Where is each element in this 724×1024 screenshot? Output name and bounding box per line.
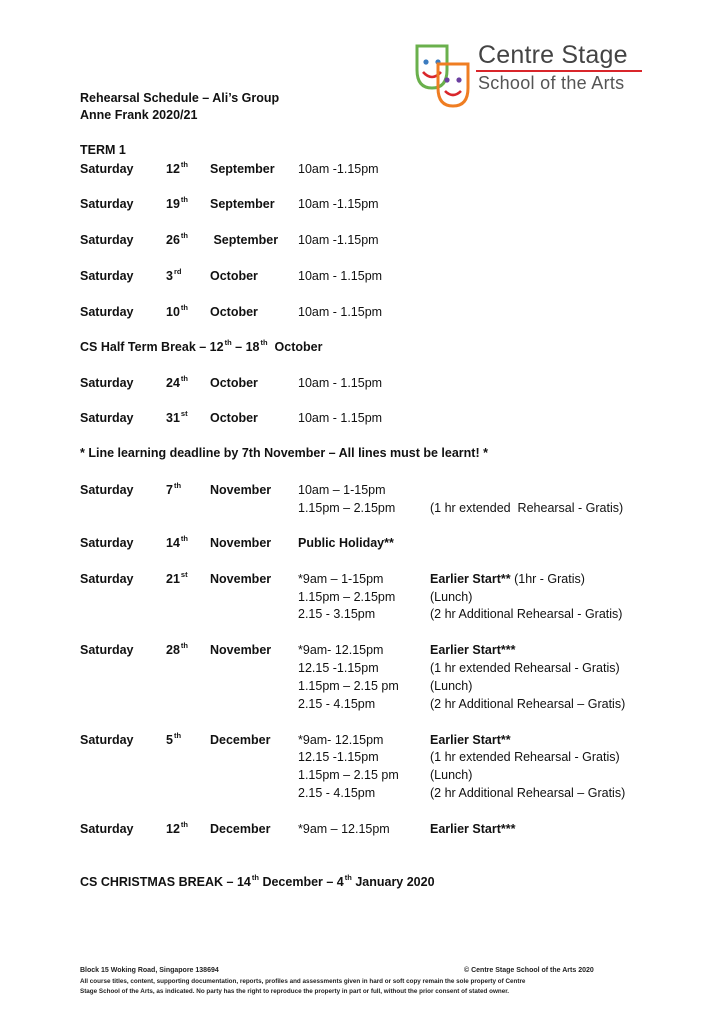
christmas-break: CS CHRISTMAS BREAK – 14th December – 4th January 2020 bbox=[80, 873, 435, 889]
public-holiday-label: Public Holiday** bbox=[298, 536, 394, 550]
session-note: Earlier Start*** bbox=[430, 822, 516, 836]
session-note: Earlier Start*** bbox=[430, 643, 516, 657]
day-label: Saturday bbox=[80, 411, 134, 425]
footer-disclaimer-line1: All course titles, content, supporting documentation, reports, profiles and assessments given in hard or soft copy remain the sole property of Centre bbox=[80, 978, 526, 985]
date-number: 31st bbox=[166, 409, 188, 425]
session-note: Earlier Start** (1hr - Gratis) bbox=[430, 572, 585, 586]
month-label: November bbox=[210, 572, 272, 586]
theatre-masks-icon bbox=[414, 40, 474, 110]
date-number: 7th bbox=[166, 481, 182, 497]
session-note: (1 hr extended Rehearsal - Gratis) bbox=[430, 661, 620, 675]
time-slot: 12.15 -1.15pm bbox=[298, 661, 379, 675]
date-number: 28th bbox=[166, 641, 188, 657]
day-label: Saturday bbox=[80, 572, 134, 586]
logo bbox=[414, 40, 646, 112]
time-slot: 10am - 1.15pm bbox=[298, 305, 383, 319]
day-label: Saturday bbox=[80, 197, 134, 211]
month-label: October bbox=[210, 411, 258, 425]
schedule-title: Rehearsal Schedule – Ali’s Group bbox=[80, 91, 280, 105]
production-title: Anne Frank 2020/21 bbox=[80, 108, 198, 122]
day-label: Saturday bbox=[80, 822, 134, 836]
time-slot: 1.15pm – 2.15 pm bbox=[298, 768, 399, 782]
line-learning-deadline: * Line learning deadline by 7th November – All lines must be learnt! * bbox=[80, 446, 488, 460]
month-label: November bbox=[210, 536, 272, 550]
time-slot: 10am -1.15pm bbox=[298, 233, 379, 247]
month-label: November bbox=[210, 643, 272, 657]
logo-divider bbox=[476, 70, 642, 72]
time-slot: 2.15 - 4.15pm bbox=[298, 786, 376, 800]
day-label: Saturday bbox=[80, 733, 134, 747]
footer-address: Block 15 Woking Road, Singapore 138694 bbox=[80, 967, 219, 974]
date-number: 5th bbox=[166, 731, 182, 747]
date-number: 21st bbox=[166, 570, 188, 586]
session-note: (1 hr extended Rehearsal - Gratis) bbox=[430, 750, 620, 764]
time-slot: 10am – 1-15pm bbox=[298, 483, 386, 497]
time-slot: 2.15 - 3.15pm bbox=[298, 607, 376, 621]
session-note: (2 hr Additional Rehearsal - Gratis) bbox=[430, 607, 623, 621]
month-label: December bbox=[210, 822, 271, 836]
day-label: Saturday bbox=[80, 305, 134, 319]
day-label: Saturday bbox=[80, 376, 134, 390]
date-number: 14th bbox=[166, 534, 188, 550]
session-note: (Lunch) bbox=[430, 768, 473, 782]
day-label: Saturday bbox=[80, 643, 134, 657]
time-slot: 10am - 1.15pm bbox=[298, 376, 383, 390]
date-number: 3rd bbox=[166, 267, 182, 283]
term-heading: TERM 1 bbox=[80, 143, 126, 157]
day-label: Saturday bbox=[80, 233, 134, 247]
date-number: 10th bbox=[166, 303, 188, 319]
footer-disclaimer-line2: Stage School of the Arts, as indicated. No party has the right to reproduce the property in part or full, without the prior consent of stated owner. bbox=[80, 988, 510, 995]
day-label: Saturday bbox=[80, 269, 134, 283]
time-slot: 10am -1.15pm bbox=[298, 162, 379, 176]
logo-subtitle: School of the Arts bbox=[478, 73, 625, 93]
time-slot: 2.15 - 4.15pm bbox=[298, 697, 376, 711]
time-slot: 1.15pm – 2.15pm bbox=[298, 501, 396, 515]
session-note: (Lunch) bbox=[430, 590, 473, 604]
time-slot: 1.15pm – 2.15 pm bbox=[298, 679, 399, 693]
time-slot: *9am – 12.15pm bbox=[298, 822, 390, 836]
time-slot: 12.15 -1.15pm bbox=[298, 750, 379, 764]
time-slot: 1.15pm – 2.15pm bbox=[298, 590, 396, 604]
date-number: 24th bbox=[166, 374, 188, 390]
month-label: September bbox=[210, 233, 279, 247]
date-number: 12th bbox=[166, 820, 188, 836]
month-label: September bbox=[210, 197, 275, 211]
time-slot: 10am -1.15pm bbox=[298, 197, 379, 211]
date-number: 12th bbox=[166, 160, 188, 176]
day-label: Saturday bbox=[80, 483, 134, 497]
half-term-break: CS Half Term Break – 12th – 18th October bbox=[80, 338, 323, 354]
month-label: October bbox=[210, 269, 258, 283]
month-label: October bbox=[210, 305, 258, 319]
month-label: September bbox=[210, 162, 275, 176]
day-label: Saturday bbox=[80, 162, 134, 176]
session-note: (1 hr extended Rehearsal - Gratis) bbox=[430, 501, 624, 515]
date-number: 19th bbox=[166, 195, 188, 211]
month-label: November bbox=[210, 483, 272, 497]
date-number: 26th bbox=[166, 231, 188, 247]
session-note: (2 hr Additional Rehearsal – Gratis) bbox=[430, 697, 626, 711]
time-slot: *9am- 12.15pm bbox=[298, 643, 384, 657]
footer-copyright: © Centre Stage School of the Arts 2020 bbox=[464, 967, 594, 974]
month-label: October bbox=[210, 376, 258, 390]
time-slot: *9am – 1-15pm bbox=[298, 572, 384, 586]
time-slot: 10am - 1.15pm bbox=[298, 411, 383, 425]
time-slot: 10am - 1.15pm bbox=[298, 269, 383, 283]
time-slot: *9am- 12.15pm bbox=[298, 733, 384, 747]
session-note: (Lunch) bbox=[430, 679, 473, 693]
session-note: Earlier Start** bbox=[430, 733, 511, 747]
session-note: (2 hr Additional Rehearsal – Gratis) bbox=[430, 786, 626, 800]
logo-title: Centre Stage bbox=[478, 41, 628, 69]
month-label: December bbox=[210, 733, 271, 747]
day-label: Saturday bbox=[80, 536, 134, 550]
